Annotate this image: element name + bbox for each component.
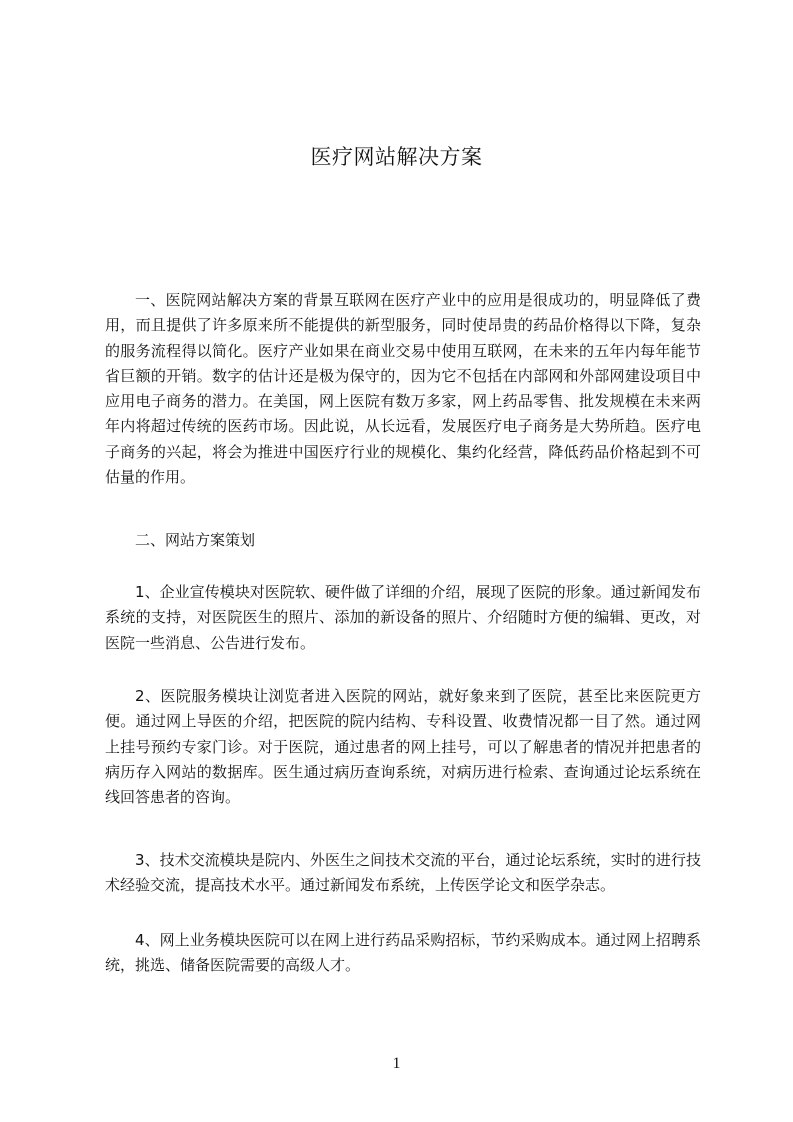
paragraph-background: 一、医院网站解决方案的背景互联网在医疗产业中的应用是很成功的，明显降低了费用，而且提供了许多原来所不能提供的新型服务，同时使昂贵的药品价格得以下降，复杂的服务流程得以简化。医疗产业如果在商业交易中使用互联网，在未来的五年内每年能节省巨额的开销。数字的估计还是极为保守的，因为它不包括在内部网和外部网建设项目中应用电子商务的潜力。在美国，网上医院有数万多家，网上药品零售、批发规模在未来两年内将超过传统的医药市场。因此说，从长远看，发展医疗电子商务是大势所趋。医疗电子商务的兴起，将会为推进中国医疗行业的规模化、集约化经营，降低药品价格起到不可估量的作用。 <box>105 291 701 487</box>
paragraph-tech-exchange-module: 3、技术交流模块是院内、外医生之间技术交流的平台，通过论坛系统，实时的进行技术经验交流，提高技术水平。通过新闻发布系统，上传医学论文和医学杂志。 <box>105 851 701 895</box>
paragraph-service-module: 2、医院服务模块让浏览者进入医院的网站，就好象来到了医院，甚至比来医院更方便。通过网上导医的介绍，把医院的院内结构、专科设置、收费情况都一目了然。通过网上挂号预约专家门诊。对于医院，通过患者的网上挂号，可以了解患者的情况并把患者的病历存入网站的数据库。医生通过病历查询系统，对病历进行检索、查询通过论坛系统在线回答患者的咨询。 <box>105 687 701 807</box>
page-number: 1 <box>392 1055 401 1072</box>
section-heading-planning: 二、网站方案策划 <box>135 531 256 549</box>
paragraph-online-business-module: 4、网上业务模块医院可以在网上进行药品采购招标，节约采购成本。通过网上招聘系统，挑选、储备医院需要的高级人才。 <box>105 931 701 975</box>
paragraph-promotion-module: 1、企业宣传模块对医院软、硬件做了详细的介绍，展现了医院的形象。通过新闻发布系统的支持，对医院医生的照片、添加的新设备的照片、介绍随时方便的编辑、更改，对医院一些消息、公告进行发布。 <box>105 583 701 652</box>
document-title: 医疗网站解决方案 <box>310 145 483 169</box>
